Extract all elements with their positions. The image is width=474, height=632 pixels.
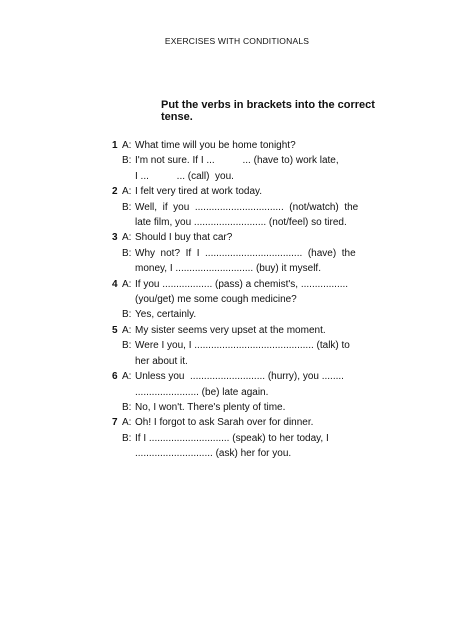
dialogue-text: Were I you, I ........................................... (talk) to	[135, 340, 350, 352]
speaker-label	[122, 292, 135, 307]
dialogue-text: Unless you ........................... (hurry), you ........	[135, 371, 344, 383]
dialogue-line	[112, 169, 368, 184]
instruction-heading: Put the verbs in brackets into the correct tense.	[161, 99, 375, 123]
dialogue-text: No, I won't. There's plenty of time.	[135, 401, 286, 413]
speaker-label	[122, 169, 135, 184]
exercise-number: 7	[112, 417, 118, 429]
speaker-label	[122, 261, 135, 276]
dialogue-text: I felt very tired at work today.	[135, 186, 263, 198]
exercise-item	[112, 138, 368, 184]
dialogue-text: Should I buy that car?	[135, 232, 233, 244]
dialogue-text: (you/get) me some cough medicine?	[135, 294, 297, 306]
speaker-label: B:	[122, 247, 132, 259]
exercise-item	[112, 277, 368, 323]
dialogue-line	[112, 400, 368, 415]
dialogue-text: I'm not sure. If I ... ... (have to) work late,	[135, 155, 339, 167]
dialogue-text: Why not? If I ................................... (have) the	[135, 247, 356, 259]
exercise-list	[112, 138, 368, 462]
dialogue-line	[112, 307, 368, 322]
speaker-label	[122, 215, 135, 230]
dialogue-line	[112, 200, 368, 215]
speaker-label: B:	[122, 432, 132, 444]
speaker-label	[122, 385, 135, 400]
dialogue-text: What time will you be home tonight?	[135, 140, 296, 151]
dialogue-line	[112, 153, 368, 168]
dialogue-line	[112, 138, 368, 153]
dialogue-line	[112, 184, 368, 199]
dialogue-text: her about it.	[135, 355, 188, 367]
dialogue-line	[112, 246, 368, 261]
dialogue-line	[112, 338, 368, 353]
exercise-number: 6	[112, 371, 118, 383]
dialogue-text: ............................ (ask) her for you.	[135, 448, 292, 460]
exercise-item	[112, 369, 368, 415]
exercise-item	[112, 230, 368, 276]
dialogue-text: money, I ............................ (buy) it myself.	[135, 263, 321, 275]
speaker-label: B:	[122, 309, 132, 321]
dialogue-line	[112, 277, 368, 292]
exercise-item	[112, 415, 368, 461]
speaker-label: A:	[122, 371, 132, 383]
dialogue-line	[112, 446, 368, 461]
speaker-label: B:	[122, 340, 132, 352]
dialogue-text: If I ............................. (speak) to her today, I	[135, 432, 329, 444]
dialogue-line	[112, 415, 368, 430]
dialogue-line	[112, 369, 368, 384]
exercise-number: 3	[112, 232, 118, 244]
dialogue-text: Oh! I forgot to ask Sarah over for dinner.	[135, 417, 314, 429]
speaker-label: B:	[122, 401, 132, 413]
exercise-item	[112, 184, 368, 230]
speaker-label: A:	[122, 417, 132, 429]
dialogue-text: I ... ... (call) you.	[135, 170, 234, 182]
speaker-label	[122, 354, 135, 369]
speaker-label	[122, 446, 135, 461]
dialogue-line	[112, 385, 368, 400]
speaker-label: A:	[122, 324, 132, 336]
dialogue-text: Well, if you ................................ (not/watch) the	[135, 201, 359, 213]
dialogue-text: If you .................. (pass) a chemist's, .................	[135, 278, 349, 290]
dialogue-line	[112, 261, 368, 276]
dialogue-line	[112, 292, 368, 307]
dialogue-text: late film, you .......................... (not/feel) so tired.	[135, 217, 347, 229]
dialogue-text: ....................... (be) late again.	[135, 386, 269, 398]
dialogue-line	[112, 431, 368, 446]
speaker-label: A:	[122, 186, 132, 198]
dialogue-line	[112, 323, 368, 338]
exercise-number: 5	[112, 324, 118, 336]
exercise-number: 1	[112, 140, 118, 151]
page-title: EXERCISES WITH CONDITIONALS	[164, 36, 310, 46]
exercise-item	[112, 323, 368, 369]
dialogue-line	[112, 230, 368, 245]
speaker-label: A:	[122, 140, 132, 151]
dialogue-text: Yes, certainly.	[135, 309, 197, 321]
dialogue-line	[112, 354, 368, 369]
speaker-label: B:	[122, 155, 132, 167]
speaker-label: A:	[122, 278, 132, 290]
exercise-number: 2	[112, 186, 118, 198]
exercise-number: 4	[112, 278, 118, 290]
dialogue-line	[112, 215, 368, 230]
speaker-label: B:	[122, 201, 132, 213]
speaker-label: A:	[122, 232, 132, 244]
dialogue-text: My sister seems very upset at the moment.	[135, 324, 326, 336]
